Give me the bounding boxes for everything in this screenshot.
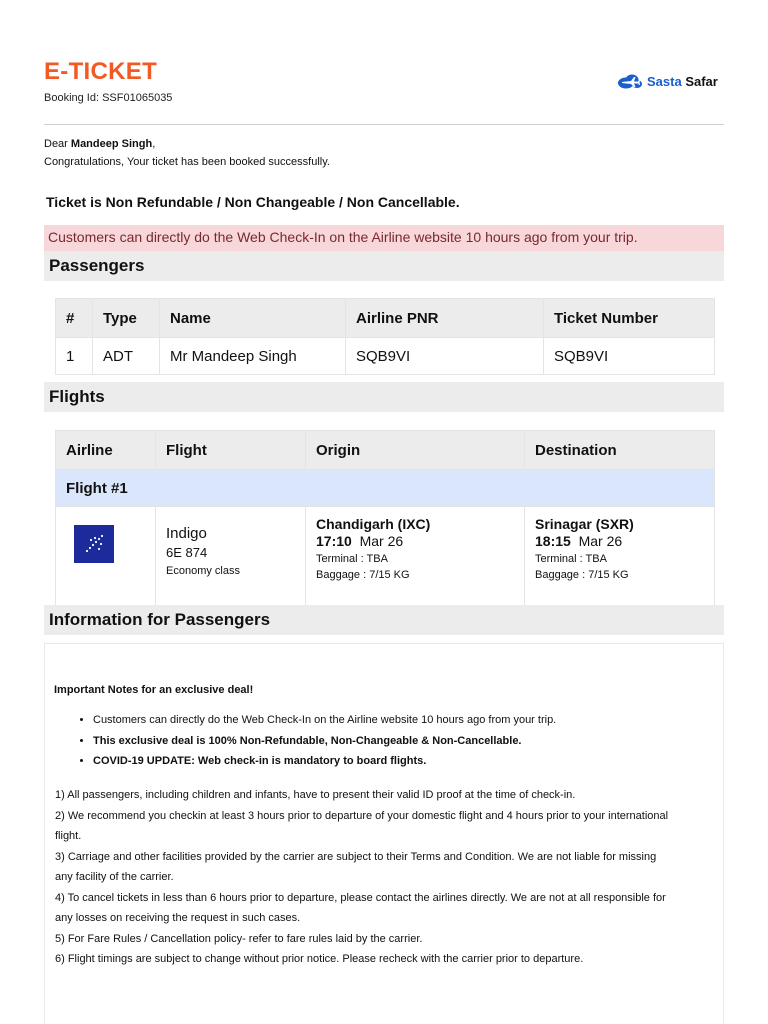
important-notes-title: Important Notes for an exclusive deal!: [54, 684, 254, 696]
table-row: [56, 338, 715, 375]
logo-wordmark: Sasta Safar: [647, 73, 718, 89]
col-airline-pnr: Airline PNR: [346, 299, 544, 338]
web-checkin-alert: Customers can directly do the Web Check-In on the Airline website 10 hours ago from your trip.: [44, 225, 724, 251]
header-divider: [44, 124, 724, 125]
important-notes-list: [74, 713, 556, 775]
origin-time: 17:10: [316, 533, 352, 549]
passenger-type: ADT: [93, 338, 160, 375]
col-airline: Airline: [56, 431, 156, 470]
airline-logo-cell: [56, 507, 156, 614]
list-item: • COVID-19 UPDATE: Web check-in is mandatory to board flights.: [93, 754, 556, 775]
origin-baggage: Baggage : 7/15 KG: [316, 569, 410, 581]
flight-info-cell: [156, 507, 306, 614]
flight-number-row: [56, 470, 715, 507]
rule-line: 1) All passengers, including children and infants, have to present their valid ID proof at the time of check-in.: [55, 789, 576, 801]
booking-id: Booking Id: SSF01065035: [44, 92, 173, 104]
destination-baggage: Baggage : 7/15 KG: [535, 569, 629, 581]
rule-line: 4) To cancel tickets in less than 6 hours prior to departure, please contact the airlines directly. We are not at all responsible for: [55, 891, 666, 904]
origin-date: Mar 26: [359, 533, 404, 549]
passengers-header-row: [56, 299, 715, 338]
origin-datetime: [316, 533, 514, 549]
rule-line: 3) Carriage and other facilities provided by the carrier are subject to their Terms and Condition. We are not liable for missing: [55, 850, 657, 863]
rule-line: flight.: [55, 830, 82, 842]
rule-line: any facility of the carrier.: [55, 871, 174, 883]
list-item: • Customers can directly do the Web Check-In on the Airline website 10 hours ago from your trip.: [93, 713, 556, 734]
indigo-logo-icon: [74, 525, 114, 563]
passenger-index: 1: [56, 338, 93, 375]
passenger-full-name: Mr Mandeep Singh: [160, 338, 346, 375]
rule-line: 2) We recommend you checkin at least 3 hours prior to departure of your domestic flight and 4 hours prior to your international: [55, 809, 669, 822]
col-name: Name: [160, 299, 346, 338]
sasta-safar-logo: [617, 73, 718, 89]
flight-detail-row: [56, 507, 715, 614]
flights-header-row: [56, 431, 715, 470]
info-section-header: Information for Passengers: [44, 605, 724, 635]
origin-cell: [306, 507, 525, 614]
list-item: • This exclusive deal is 100% Non-Refundable, Non-Changeable & Non-Cancellable.: [93, 734, 556, 755]
greeting-line: Dear Mandeep Singh,: [44, 138, 156, 150]
passengers-section-header: Passengers: [44, 251, 724, 281]
flights-section-header: Flights: [44, 382, 724, 412]
passenger-rules: [55, 785, 715, 970]
flight-label: Flight #1: [56, 470, 715, 507]
col-flight: Flight: [156, 431, 306, 470]
flights-table: [55, 430, 715, 614]
passenger-name: Mandeep Singh: [70, 138, 153, 150]
rule-line: 6) Flight timings are subject to change without prior notice. Please recheck with the carrier prior to departure.: [55, 953, 584, 965]
rule-line: 5) For Fare Rules / Cancellation policy- refer to fare rules laid by the carrier.: [55, 932, 423, 945]
destination-city: Srinagar (SXR): [535, 516, 634, 532]
origin-terminal: Terminal : TBA: [316, 553, 388, 565]
col-origin: Origin: [306, 431, 525, 470]
flight-number: 6E 874: [166, 545, 208, 560]
col-type: Type: [93, 299, 160, 338]
eticket-title: E-TICKET: [44, 58, 158, 85]
destination-date: Mar 26: [578, 533, 623, 549]
col-index: #: [56, 299, 93, 338]
passengers-table: [55, 298, 715, 375]
booking-confirmation-message: Congratulations, Your ticket has been booked successfully.: [44, 156, 330, 168]
destination-terminal: Terminal : TBA: [535, 553, 607, 565]
origin-city: Chandigarh (IXC): [316, 516, 431, 532]
destination-cell: [525, 507, 715, 614]
airline-pnr: SQB9VI: [346, 338, 544, 375]
cabin-class: Economy class: [166, 565, 240, 577]
ticket-policy-notice: Ticket is Non Refundable / Non Changeable / Non Cancellable.: [46, 194, 460, 210]
airline-name: Indigo: [166, 525, 207, 542]
col-ticket-number: Ticket Number: [544, 299, 715, 338]
ticket-number: SQB9VI: [544, 338, 715, 375]
rule-line: any losses on receiving the request in such cases.: [55, 912, 301, 924]
col-destination: Destination: [525, 431, 715, 470]
destination-time: 18:15: [535, 533, 571, 549]
destination-datetime: [535, 533, 704, 549]
cloud-plane-icon: [617, 73, 643, 89]
